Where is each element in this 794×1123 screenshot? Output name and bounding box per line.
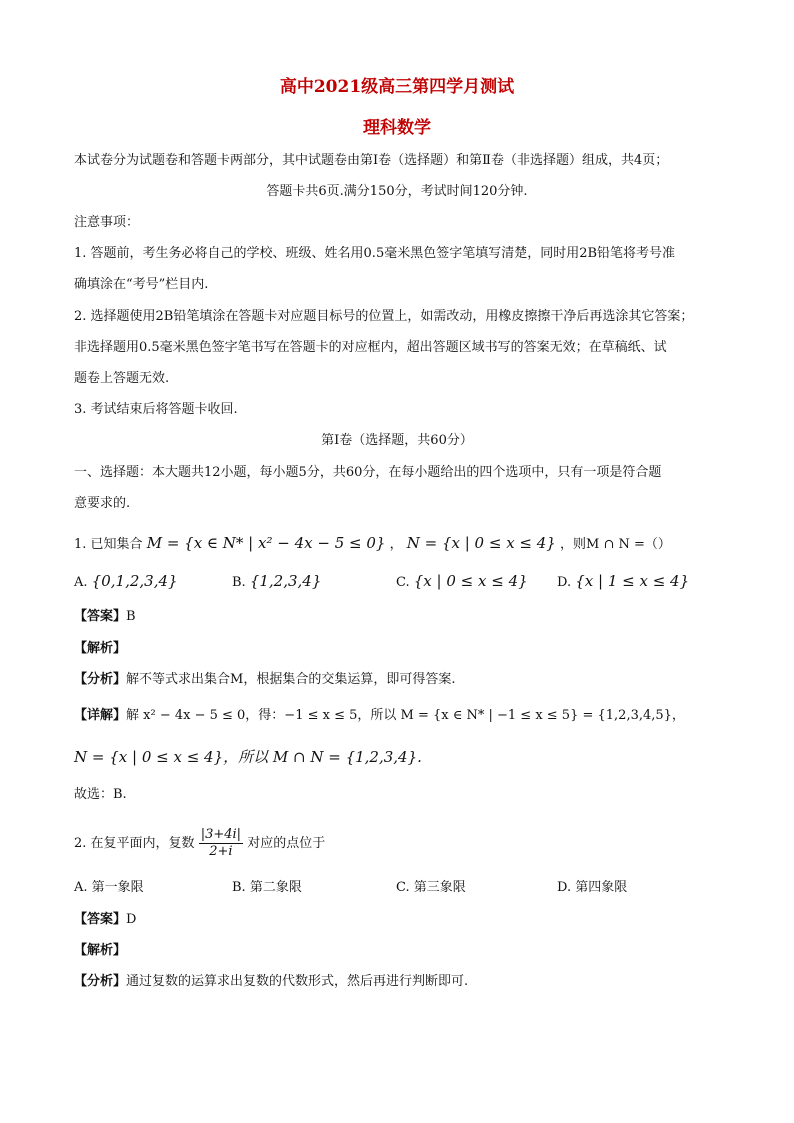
analysis-tag: 【解析】 [74, 943, 127, 958]
section-desc-line-2: 意要求的. [74, 496, 131, 511]
intro-line-1: 本试卷分为试题卷和答题卡两部分，其中试题卷由第Ⅰ卷（选择题）和第Ⅱ卷（非选择题）组成，共4页； [74, 153, 669, 168]
option-text: 第三象限 [413, 880, 466, 895]
note-2-line-1: 2. 选择题使用2B铅笔填涂在答题卡对应题目标号的位置上，如需改动，用橡皮擦擦干净后再选涂其它答案； [74, 309, 694, 324]
q1-option-b [232, 572, 321, 592]
q1-fenxi [74, 671, 455, 689]
option-text: {x | 1 ≤ x ≤ 4} [575, 572, 690, 590]
question-2-prefix: 2. 在复平面内，复数 [74, 836, 195, 851]
option-label: B. [232, 575, 246, 590]
answer-tag: 【答案】 [74, 912, 127, 927]
q1-conclusion: 故选：B. [74, 787, 127, 802]
note-2-line-3: 题卷上答题无效. [74, 371, 170, 386]
analysis-tag: 【解析】 [74, 641, 127, 656]
set-n-definition: N = {x | 0 ≤ x ≤ 4} [406, 534, 556, 552]
option-label: C. [396, 880, 410, 895]
xiangjie-tag: 【详解】 [74, 708, 127, 723]
q2-fenxi [74, 973, 468, 991]
option-text: {0,1,2,3,4} [91, 572, 178, 590]
intro-line-2: 答题卡共6页.满分150分，考试时间120分钟. [266, 184, 528, 199]
section-heading: 第Ⅰ卷（选择题，共60分） [321, 433, 473, 448]
option-text: {1,2,3,4} [249, 572, 322, 590]
question-1-suffix: ，则M ∩ N =（） [560, 537, 671, 552]
q2-option-c [396, 879, 466, 897]
exam-title: 高中2021级高三第四学月测试 [279, 77, 515, 97]
q2-analysis-heading [74, 942, 126, 960]
option-label: B. [232, 880, 246, 895]
option-label: D. [557, 575, 572, 590]
q1-option-c [396, 572, 528, 592]
question-2-stem [74, 824, 325, 864]
question-1-stem [74, 534, 671, 554]
q1-option-a [74, 572, 178, 592]
q2-option-d [557, 879, 627, 897]
note-2-line-2: 非选择题用0.5毫米黑色签字笔书写在答题卡的对应框内，超出答题区域书写的答案无效；在草稿纸、试 [74, 340, 667, 355]
option-label: A. [74, 575, 88, 590]
fenxi-tag: 【分析】 [74, 974, 127, 989]
q1-answer [74, 608, 136, 626]
xiangjie-text: 解 x² − 4x − 5 ≤ 0，得：−1 ≤ x ≤ 5，所以 M = {x ∈ N* | −1 ≤ x ≤ 5} = {1,2,3,4,5}， [126, 708, 685, 723]
fraction-numerator: |3+4i| [200, 827, 242, 842]
exam-subtitle: 理科数学 [363, 118, 431, 138]
option-label: D. [557, 880, 572, 895]
option-label: A. [74, 880, 88, 895]
q1-option-d [557, 572, 689, 592]
notes-heading: 注意事项： [74, 215, 140, 230]
q2-option-b [232, 879, 302, 897]
answer-tag: 【答案】 [74, 609, 127, 624]
question-2-suffix: 对应的点位于 [247, 836, 326, 851]
fenxi-tag: 【分析】 [74, 672, 127, 687]
fenxi-text: 通过复数的运算求出复数的代数形式，然后再进行判断即可. [126, 974, 469, 989]
q1-xiangjie-line-2 [74, 748, 422, 768]
section-desc-line-1: 一、选择题：本大题共12小题，每小题5分，共60分，在每小题给出的四个选项中，只有一项是符合题 [74, 465, 662, 480]
note-1-line-2: 确填涂在“考号”栏目内. [74, 277, 209, 292]
fenxi-text: 解不等式求出集合M，根据集合的交集运算，即可得答案. [126, 672, 456, 687]
option-label: C. [396, 575, 410, 590]
option-text: 第一象限 [91, 880, 144, 895]
complex-fraction [199, 827, 243, 860]
answer-value: D [126, 912, 137, 927]
q2-answer [74, 911, 136, 929]
option-text: {x | 0 ≤ x ≤ 4} [413, 572, 528, 590]
question-1-prefix: 1. 已知集合 [74, 537, 143, 552]
xiangjie-text-2: N = {x | 0 ≤ x ≤ 4}，所以 M ∩ N = {1,2,3,4}. [74, 748, 422, 766]
answer-value: B [126, 609, 136, 624]
stem-separator: ， [389, 537, 403, 552]
q1-xiangjie-line-1 [74, 707, 685, 725]
q1-analysis-heading [74, 640, 126, 658]
note-1-line-1: 1. 答题前，考生务必将自己的学校、班级、姓名用0.5毫米黑色签字笔填写清楚，同时用2B铅笔将考号准 [74, 246, 676, 261]
q2-option-a [74, 879, 144, 897]
note-3: 3. 考试结束后将答题卡收回. [74, 402, 238, 417]
option-text: 第二象限 [249, 880, 302, 895]
fraction-denominator: 2+i [209, 844, 233, 859]
set-m-definition: M = {x ∈ N* | x² − 4x − 5 ≤ 0} [146, 534, 386, 552]
option-text: 第四象限 [575, 880, 628, 895]
